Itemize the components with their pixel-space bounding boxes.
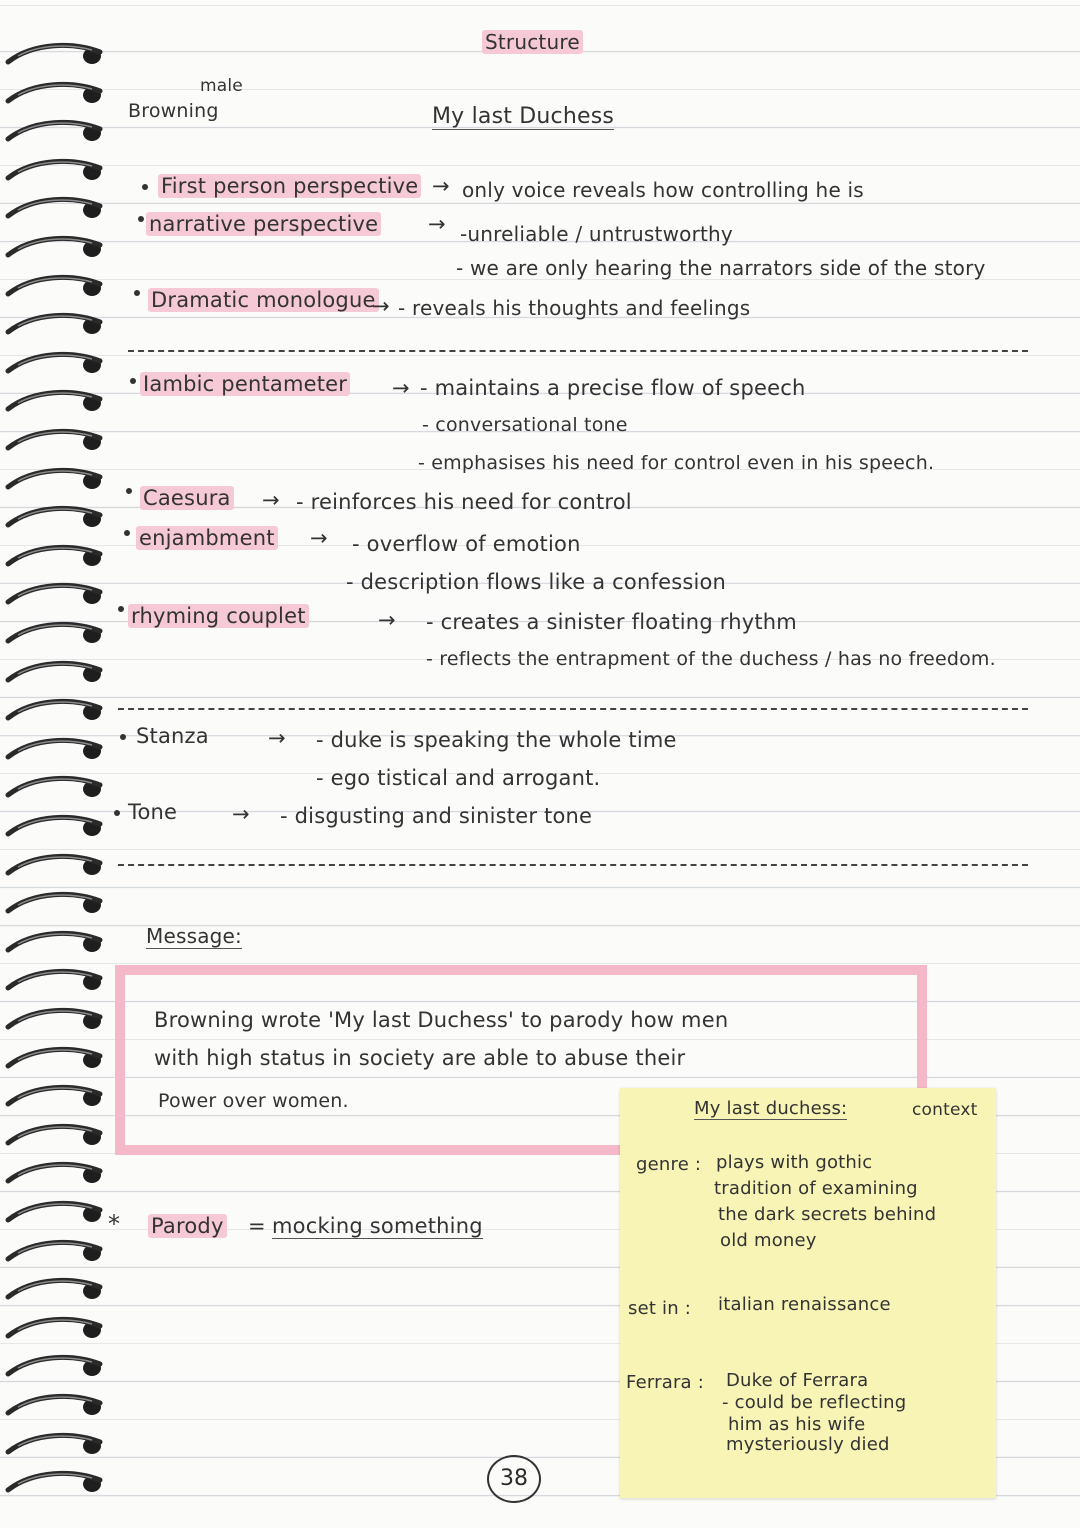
bullet-icon [118, 606, 124, 612]
male-note: male [200, 76, 243, 96]
spiral-ring [4, 889, 104, 917]
spiral-ring [4, 966, 104, 994]
spiral-ring [4, 580, 104, 608]
spiral-ring [4, 1082, 104, 1110]
setin-value: italian renaissance [718, 1294, 891, 1315]
spiral-ring [4, 503, 104, 531]
spiral-ring [4, 1314, 104, 1342]
spiral-ring [4, 349, 104, 377]
spiral-ring [4, 1159, 104, 1187]
first-person-label: First person perspective [158, 174, 421, 198]
bullet-icon [130, 378, 136, 384]
spiral-ring [4, 233, 104, 261]
sticky-note [620, 1088, 996, 1498]
iambic-note-3: - emphasises his need for control even in his speech. [418, 452, 935, 474]
rhyming-note-1: - creates a sinister floating rhythm [426, 610, 797, 634]
structure-heading: Structure [482, 30, 583, 54]
arrow-icon: → [310, 526, 328, 550]
spiral-ring [4, 117, 104, 145]
spiral-ring [4, 619, 104, 647]
genre-label: genre : [636, 1154, 702, 1175]
spiral-ring [4, 310, 104, 338]
message-line-2: with high status in society are able to abuse their [154, 1046, 686, 1070]
genre-line-4: old money [720, 1230, 817, 1251]
narrative-label: narrative perspective [146, 212, 381, 236]
bullet-icon [124, 530, 130, 536]
genre-line-2: tradition of examining [714, 1178, 918, 1199]
bullet-icon [142, 184, 148, 190]
section-divider [128, 350, 1028, 352]
spiral-ring [4, 1430, 104, 1458]
bullet-icon [138, 216, 144, 222]
arrow-icon: → [268, 726, 286, 750]
spiral-ring [4, 272, 104, 300]
ferrara-line-3: him as his wife [728, 1414, 866, 1435]
parody-term: Parody [148, 1214, 227, 1238]
spiral-ring [4, 465, 104, 493]
parody-meaning: mocking something [272, 1214, 483, 1238]
stanza-label: Stanza [136, 724, 209, 748]
spiral-ring [4, 1121, 104, 1149]
spiral-ring [4, 1198, 104, 1226]
spiral-ring [4, 79, 104, 107]
spiral-ring [4, 194, 104, 222]
message-heading: Message: [146, 924, 242, 948]
caesura-note: - reinforces his need for control [296, 490, 632, 514]
arrow-icon: → [378, 608, 396, 632]
narrative-note-2: - we are only hearing the narrators side of the story [456, 256, 986, 280]
bullet-icon [120, 734, 126, 740]
bullet-icon [134, 290, 140, 296]
tone-note: - disgusting and sinister tone [280, 804, 593, 828]
iambic-note-1: - maintains a precise flow of speech [420, 376, 806, 400]
message-line-1: Browning wrote 'My last Duchess' to parody how men [154, 1008, 729, 1032]
arrow-icon: → [432, 174, 450, 198]
enjambment-note-1: - overflow of emotion [352, 532, 581, 556]
setin-label: set in : [628, 1298, 692, 1319]
rhyming-label: rhyming couplet [128, 604, 309, 628]
spiral-ring [4, 1468, 104, 1496]
spiral-ring [4, 1005, 104, 1033]
dramatic-label: Dramatic monologue [148, 288, 379, 312]
section-divider [118, 708, 1028, 710]
ferrara-line-1: Duke of Ferrara [726, 1370, 869, 1391]
spiral-ring [4, 735, 104, 763]
sticky-context: context [912, 1100, 978, 1120]
author-name: Browning [128, 100, 219, 122]
sticky-heading: My last duchess: [694, 1098, 848, 1119]
star-icon: * [108, 1210, 121, 1238]
spiral-ring [4, 773, 104, 801]
bullet-icon [126, 488, 132, 494]
spiral-ring [4, 1044, 104, 1072]
poem-title: My last Duchess [432, 104, 615, 129]
genre-line-3: the dark secrets behind [718, 1204, 937, 1225]
arrow-icon: → [232, 802, 250, 826]
spiral-ring [4, 1237, 104, 1265]
spiral-ring [4, 1275, 104, 1303]
genre-line-1: plays with gothic [716, 1152, 873, 1173]
dramatic-note: - reveals his thoughts and feelings [398, 296, 751, 320]
caesura-label: Caesura [140, 486, 234, 510]
spiral-ring [4, 1391, 104, 1419]
spiral-ring [4, 851, 104, 879]
message-line-3: Power over women. [158, 1090, 349, 1112]
narrative-note-1: -unreliable / untrustworthy [460, 222, 733, 246]
stanza-note-2: - ego tistical and arrogant. [316, 766, 601, 790]
section-divider [118, 864, 1028, 866]
bullet-icon [114, 810, 120, 816]
arrow-icon: → [372, 294, 390, 318]
spiral-ring [4, 387, 104, 415]
spiral-ring [4, 40, 104, 68]
enjambment-label: enjambment [136, 526, 278, 550]
arrow-icon: → [428, 212, 446, 236]
spiral-binding [0, 0, 120, 1528]
rhyming-note-2: - reflects the entrapment of the duchess / has no freedom. [426, 648, 996, 670]
spiral-ring [4, 928, 104, 956]
equals-sign: = [248, 1214, 266, 1238]
iambic-note-2: - conversational tone [422, 414, 628, 436]
spiral-ring [4, 696, 104, 724]
spiral-ring [4, 156, 104, 184]
enjambment-note-2: - description flows like a confession [346, 570, 727, 594]
spiral-ring [4, 812, 104, 840]
spiral-ring [4, 426, 104, 454]
tone-label: Tone [128, 800, 178, 824]
first-person-note: only voice reveals how controlling he is [462, 178, 864, 202]
spiral-ring [4, 1352, 104, 1380]
spiral-ring [4, 542, 104, 570]
arrow-icon: → [392, 376, 410, 400]
ferrara-line-4: mysteriously died [726, 1434, 890, 1455]
spiral-ring [4, 658, 104, 686]
ferrara-label: Ferrara : [626, 1372, 704, 1393]
ferrara-line-2: - could be reflecting [722, 1392, 907, 1413]
page-number: 38 [487, 1455, 541, 1503]
stanza-note-1: - duke is speaking the whole time [316, 728, 677, 752]
arrow-icon: → [262, 488, 280, 512]
iambic-label: Iambic pentameter [140, 372, 350, 396]
